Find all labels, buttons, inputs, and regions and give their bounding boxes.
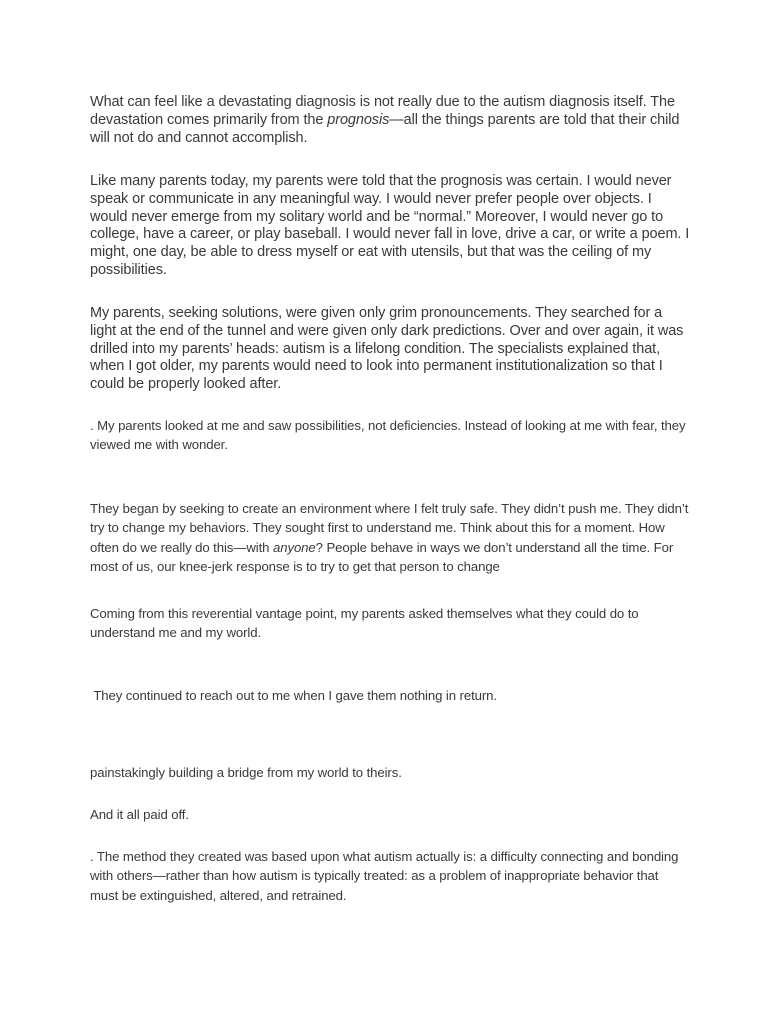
paragraph-possibilities: . My parents looked at me and saw possibilities, not deficiencies. Instead of looking at me with fear, they viewed me with wonder. bbox=[90, 418, 686, 453]
paragraph-text: They began by seeking to create an environment where I felt truly safe. They didn’t push me. They didn’t try to change my behaviors. They sought first to understand me. Think about this for a moment. How often do we really do this—with bbox=[90, 501, 689, 555]
paragraph-diagnosis bbox=[90, 94, 690, 147]
emphasis-prognosis: prognosis bbox=[327, 111, 390, 128]
emphasis-anyone: anyone bbox=[272, 539, 316, 555]
paragraph-text: What can feel like a devastating diagnosis is not really due to the autism diagnosis itself. The devastation comes primarily from the bbox=[90, 94, 675, 128]
paragraph-prognosis-certain: Like many parents today, my parents were told that the prognosis was certain. I would never speak or communicate in any meaningful way. I would never prefer people over objects. I would never emerge from my solitary world and be “normal.” Moreover, I would never go to college, have a career, or play baseball. I would never fall in love, drive a car, or write a poem. I might, one day, be able to dress myself or eat with utensils, but that was the ceiling of my possibilities. bbox=[90, 173, 690, 278]
paragraph-method: . The method they created was based upon what autism actually is: a difficulty connecting and bonding with others—rather than how autism is typically treated: as a problem of inappropriate behavior that must be extinguished, altered, and retrained. bbox=[90, 849, 679, 903]
paragraph-grim-pronouncements: My parents, seeking solutions, were given only grim pronouncements. They searched for a light at the end of the tunnel and were given only dark predictions. Over and over again, it was drilled into my parents’ heads: autism is a lifelong condition. The specialists explained that, when I got older, my parents would need to look into permanent institutionalization so that I could be properly looked after. bbox=[90, 305, 684, 393]
paragraph-bridge: painstakingly building a bridge from my world to theirs. bbox=[90, 765, 402, 780]
paragraph-reach-out: They continued to reach out to me when I gave them nothing in return. bbox=[90, 688, 497, 703]
paragraph-safe-environment bbox=[90, 499, 690, 577]
paragraph-paid-off: And it all paid off. bbox=[90, 807, 189, 822]
paragraph-text: ? People behave in ways we don’t understand all the time. For most of us, our knee-jerk response is to try to get that person to change bbox=[90, 539, 674, 575]
paragraph-reverential: Coming from this reverential vantage point, my parents asked themselves what they could do to understand me and my world. bbox=[90, 606, 639, 641]
paragraph-text: —all the things parents are told that their child will not do and cannot accomplish. bbox=[90, 111, 680, 146]
